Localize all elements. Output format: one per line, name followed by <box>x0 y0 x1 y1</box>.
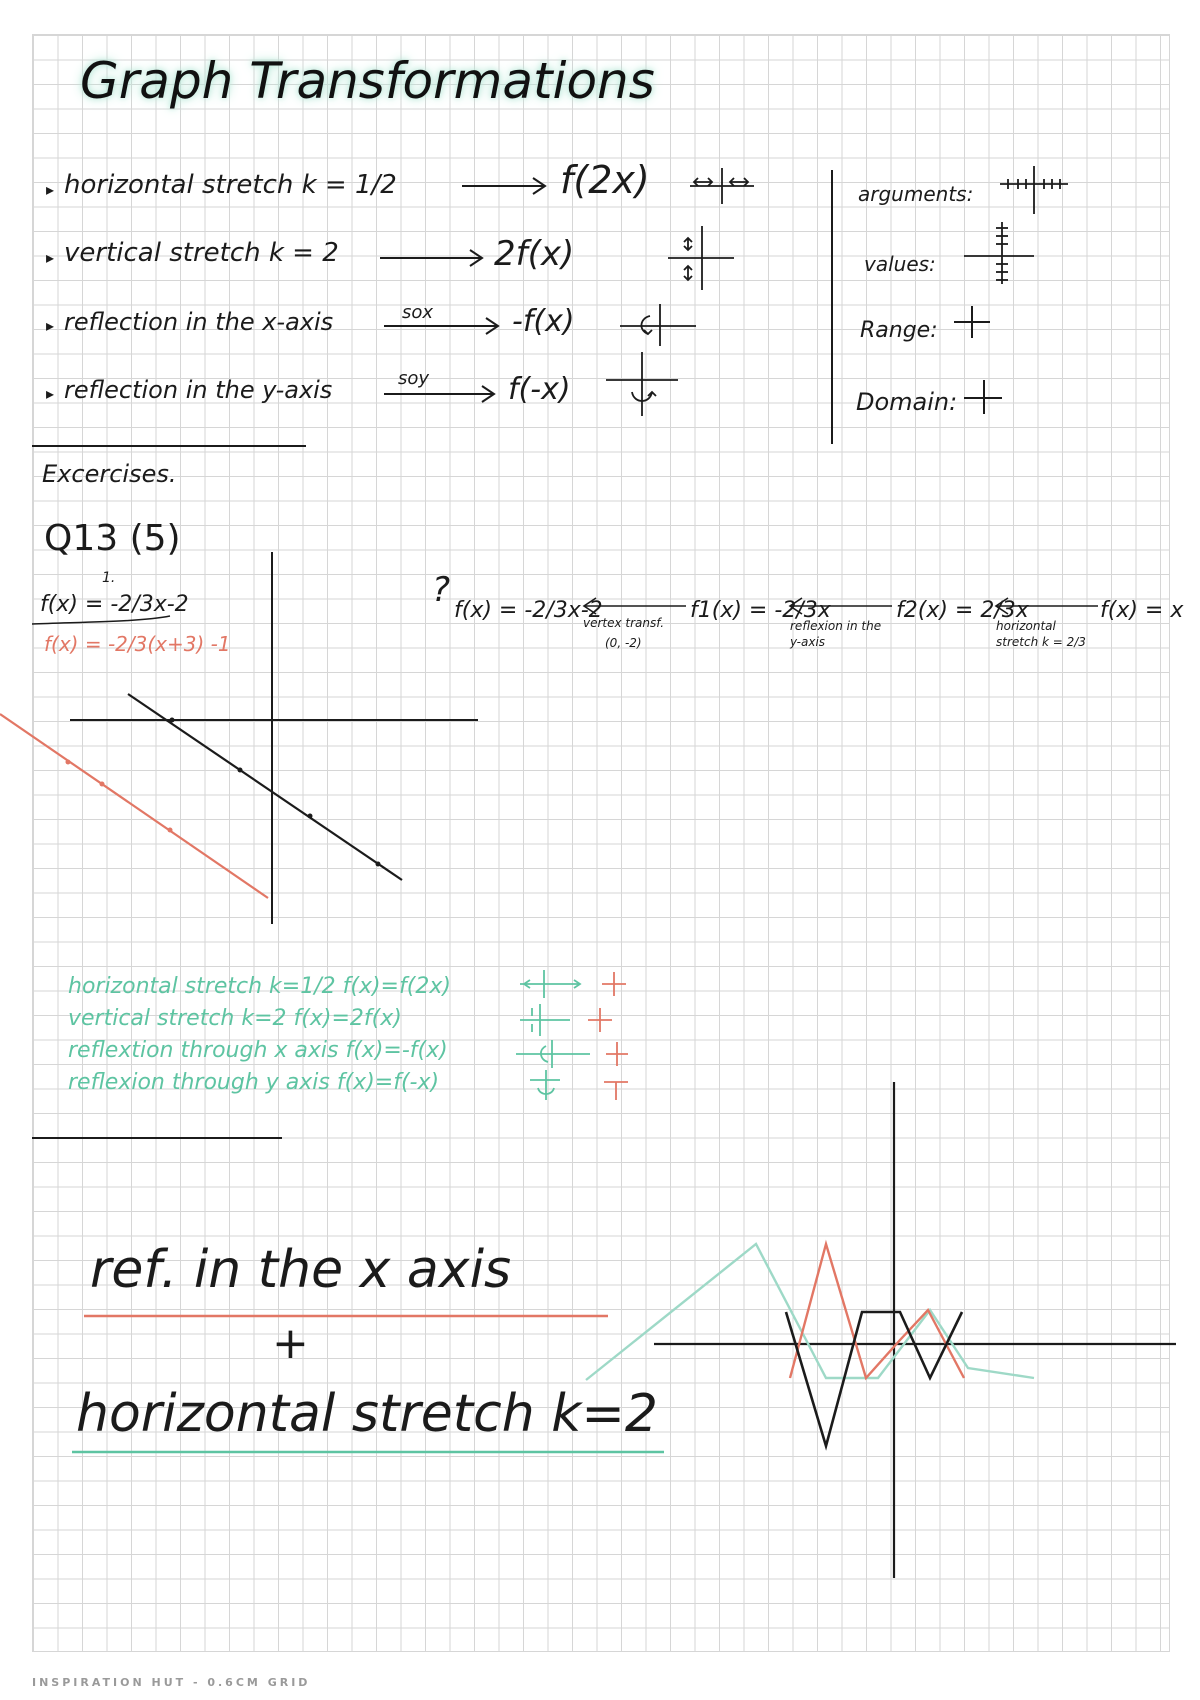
chain-f0: f(x) = x <box>1100 598 1184 623</box>
rule-2-description: vertical stretch k = 2 <box>64 238 339 268</box>
rule-4-result: f(-x) <box>508 372 571 407</box>
summary-icon-2 <box>520 1004 570 1036</box>
bottom-line-1: ref. in the x axis <box>90 1240 512 1300</box>
chain-vertex-label: vertex transf. <box>583 616 665 630</box>
summary-icon-4 <box>530 1070 560 1100</box>
graph-point <box>238 768 243 773</box>
property-arguments-label: arguments: <box>858 182 974 206</box>
footer: INSPIRATION HUT - 0.6CM GRID <box>32 1676 311 1689</box>
chain-vertex-vector: (0, -2) <box>605 636 642 650</box>
graph-point <box>100 782 105 787</box>
given-function: f(x) = -2/3x-2 <box>40 592 189 617</box>
bottom-plus: + <box>272 1318 309 1369</box>
summary-horizontal-stretch: horizontal stretch k=1/2 f(x)=f(2x) <box>68 974 451 999</box>
graph-point <box>66 760 71 765</box>
rule-3-arrow-label: sox <box>402 302 434 323</box>
solution-function: f(x) = -2/3(x+3) -1 <box>44 632 231 656</box>
graph-line-solution <box>0 714 268 898</box>
rule-2-result: 2f(x) <box>494 234 575 274</box>
bullet-icon: ▸ <box>46 384 55 403</box>
graph-point <box>168 828 173 833</box>
question-number: Q13 (5) <box>44 518 181 559</box>
zigzag-graph <box>586 1082 1176 1578</box>
rule-4-description: reflection in the y-axis <box>64 376 333 404</box>
rule-2-icon <box>668 226 734 290</box>
horizontal-ticks-icon <box>1000 166 1068 214</box>
chain-f2: f2(x) = 2/3x <box>896 598 1029 623</box>
bullet-icon: ▸ <box>46 180 55 199</box>
rule-1-result: f(2x) <box>560 158 650 202</box>
page-title: Graph Transformations <box>80 52 655 110</box>
bullet-icon: ▸ <box>46 248 55 267</box>
chain-arrows <box>584 598 1098 614</box>
rule-4-icon <box>606 352 678 416</box>
rule-3-description: reflection in the x-axis <box>64 308 334 336</box>
summary-plus-1 <box>602 972 626 996</box>
rule-3-icon <box>620 304 696 346</box>
zigzag-original <box>586 1244 1034 1380</box>
chain-horizontal-label: horizontal stretch k = 2/3 <box>996 619 1086 649</box>
given-underline <box>32 616 170 624</box>
summary-y-reflection: reflexion through y axis f(x)=f(-x) <box>68 1070 440 1095</box>
bullet-icon: ▸ <box>46 316 55 335</box>
graph-line-given <box>128 694 402 880</box>
summary-icons <box>516 970 628 1100</box>
question-mark: ? <box>432 570 451 610</box>
chain-reflexion-label: reflexion in the y-axis <box>790 619 882 649</box>
plus-icon <box>954 306 990 338</box>
rule-4-arrow-label: soy <box>398 368 430 389</box>
exercise-graph <box>0 552 478 924</box>
summary-vertical-stretch: vertical stretch k=2 f(x)=2f(x) <box>68 1006 402 1031</box>
property-range-label: Range: <box>860 318 938 343</box>
rule-3-result: -f(x) <box>512 304 575 339</box>
summary-plus-3 <box>606 1042 628 1066</box>
bottom-line-2: horizontal stretch k=2 <box>76 1384 658 1444</box>
chain-f1: f1(x) = -2/3x <box>690 598 831 623</box>
summary-plus-2 <box>588 1008 612 1032</box>
exercises-heading: Excercises. <box>42 460 177 488</box>
vertical-ticks-icon <box>964 222 1034 284</box>
chain-f-final: f(x) = -2/3x-2 <box>454 598 603 623</box>
rule-arrows <box>380 178 545 402</box>
summary-icon-1 <box>520 970 580 998</box>
property-values-label: values: <box>864 252 936 276</box>
graph-point <box>170 718 175 723</box>
summary-x-reflection: reflextion through x axis f(x)=-f(x) <box>68 1038 448 1063</box>
graph-point <box>376 862 381 867</box>
summary-plus-4 <box>604 1082 628 1100</box>
summary-icon-3 <box>516 1040 590 1068</box>
property-domain-label: Domain: <box>856 388 958 416</box>
plus-icon <box>964 380 1002 414</box>
rule-1-description: horizontal stretch k = 1/2 <box>64 170 397 200</box>
graph-point <box>308 814 313 819</box>
step-number: 1. <box>102 570 116 586</box>
rule-1-icon <box>690 168 754 204</box>
